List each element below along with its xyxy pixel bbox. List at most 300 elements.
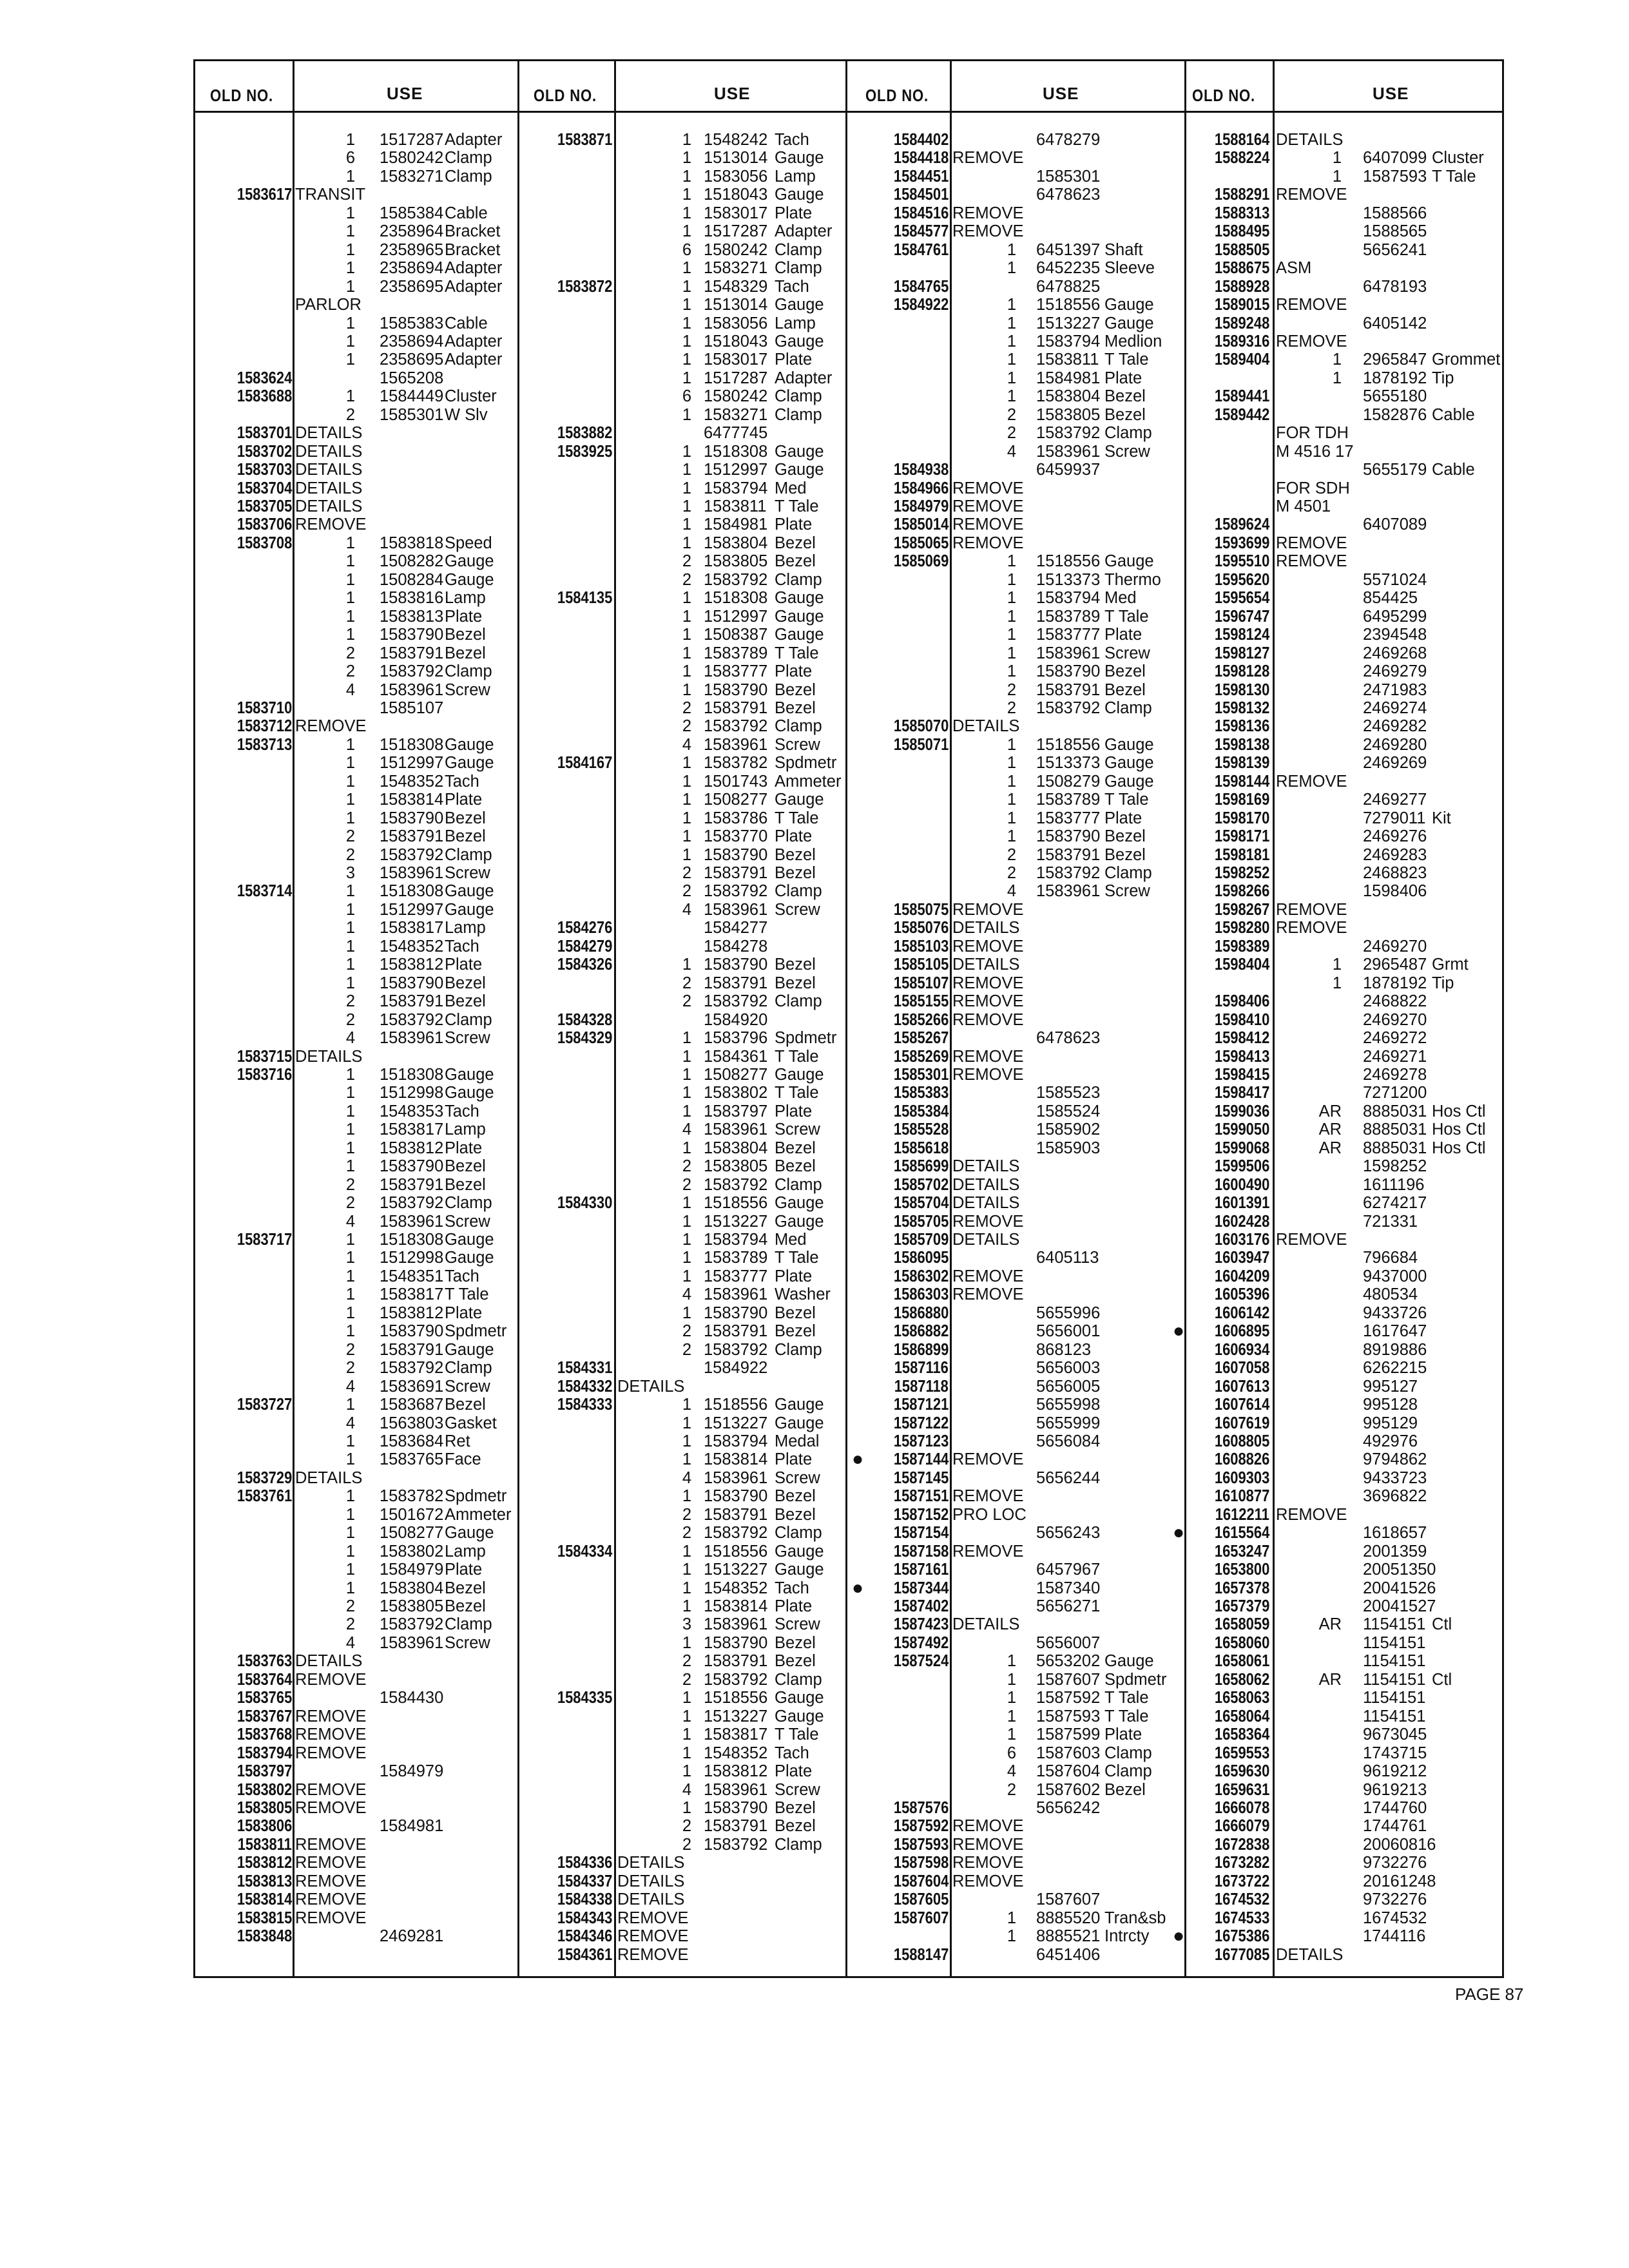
part-description: Gasket <box>445 1414 497 1432</box>
replacement-part-number: 1583790 <box>704 956 768 974</box>
old-part-number: 1588147 <box>893 1945 949 1964</box>
replacement-part-number: 6452235 <box>1036 259 1101 278</box>
old-part-number: 1583848 <box>236 1927 292 1946</box>
replacement-part-number: 1583796 <box>704 1029 768 1048</box>
replacement-part-number: 1583791 <box>704 1322 768 1341</box>
part-description: Bezel <box>445 992 486 1011</box>
replacement-part-number: 2469270 <box>1363 1010 1427 1029</box>
part-description: Screw <box>445 1029 490 1048</box>
part-description: Screw <box>1104 644 1150 662</box>
replacement-part-number: 1583691 <box>380 1377 444 1396</box>
replacement-part-number: 1583792 <box>704 1835 768 1854</box>
replacement-part-number: 20051350 <box>1363 1561 1436 1579</box>
replacement-part-number: 20041527 <box>1363 1597 1436 1615</box>
part-description: Screw <box>775 900 820 919</box>
part-description: Adapter <box>445 351 503 369</box>
replacement-part-number: 1512997 <box>380 900 444 919</box>
quantity: 1 <box>682 351 691 369</box>
old-part-number: 1583811 <box>237 1835 292 1854</box>
old-part-number: 1677085 <box>1214 1945 1269 1964</box>
quantity: 1 <box>682 1597 691 1615</box>
replacement-part-number: 1583792 <box>380 662 444 681</box>
quantity: 1 <box>345 974 355 992</box>
replacement-part-number: 854425 <box>1363 589 1418 608</box>
quantity: 2 <box>682 1175 691 1194</box>
replacement-part-number: 1583791 <box>380 1340 444 1359</box>
bullet-marker-icon: ● <box>1173 1925 1185 1947</box>
part-description: Gauge <box>445 1084 494 1102</box>
replacement-part-number: 1583961 <box>704 1120 768 1139</box>
quantity: 2 <box>682 992 691 1011</box>
replacement-part-number: 1583792 <box>704 1175 768 1194</box>
old-part-number: 1598410 <box>1214 1010 1269 1029</box>
quantity: 1 <box>1007 772 1016 791</box>
old-part-number: 1587592 <box>893 1817 949 1836</box>
part-description: Bezel <box>775 1817 816 1836</box>
part-description: T Tale <box>1104 1689 1149 1707</box>
replacement-part-number: 1518556 <box>1036 552 1101 571</box>
old-part-number: 1612211 <box>1215 1505 1269 1524</box>
part-description: Thermo <box>1104 570 1161 589</box>
old-part-number: 1583872 <box>557 277 612 296</box>
replacement-part-number: 1583817 <box>380 1120 444 1139</box>
quantity: 2 <box>682 1322 691 1341</box>
quantity: 1 <box>345 1561 355 1579</box>
part-description: Screw <box>775 1780 820 1799</box>
old-part-number: 1675386 <box>1214 1927 1269 1946</box>
replacement-part-number: 6262215 <box>1363 1359 1427 1378</box>
part-description: Gauge <box>1104 552 1154 571</box>
status-text: DETAILS <box>952 1615 1020 1634</box>
replacement-part-number: 1587607 <box>1036 1890 1101 1909</box>
status-text: DETAILS <box>952 956 1020 974</box>
old-part-number: 1598124 <box>1214 626 1269 644</box>
part-description: T Tale <box>1104 791 1149 809</box>
part-description: T Tale <box>775 644 819 662</box>
old-part-number: 1585269 <box>893 1047 949 1066</box>
replacement-part-number: 1583765 <box>380 1450 444 1469</box>
old-part-number: 1598267 <box>1214 900 1269 919</box>
quantity: 1 <box>345 204 355 222</box>
status-text: REMOVE <box>1276 1505 1347 1524</box>
replacement-part-number: 1584278 <box>704 937 768 956</box>
quantity: 2 <box>345 1010 355 1029</box>
old-part-number: 1598139 <box>1214 754 1269 773</box>
status-text: FOR TDH <box>1276 424 1349 443</box>
part-description: Lamp <box>445 1542 486 1561</box>
old-part-number: 1653247 <box>1214 1542 1269 1561</box>
replacement-part-number: 6407099 <box>1363 149 1427 168</box>
replacement-part-number: 1583777 <box>1036 809 1101 827</box>
quantity: 3 <box>682 1615 691 1634</box>
replacement-part-number: 6478623 <box>1036 1029 1101 1048</box>
part-description: Bezel <box>445 1579 486 1597</box>
replacement-part-number: 1587603 <box>1036 1744 1101 1762</box>
replacement-part-number: 8885031 <box>1363 1139 1427 1157</box>
old-part-number: 1587598 <box>893 1854 949 1872</box>
status-text: REMOVE <box>952 479 1024 497</box>
quantity: 1 <box>682 1414 691 1432</box>
replacement-part-number: 1583961 <box>380 1212 444 1231</box>
status-text: REMOVE <box>952 937 1024 956</box>
status-text: DETAILS <box>295 497 363 515</box>
status-text: REMOVE <box>1276 552 1347 571</box>
replacement-part-number: 1154151 <box>1363 1633 1426 1652</box>
replacement-part-number: 1584361 <box>704 1047 768 1066</box>
column-group-divider <box>1184 59 1186 1978</box>
quantity: 2 <box>1007 680 1016 699</box>
old-part-number: 1658060 <box>1214 1633 1269 1652</box>
replacement-part-number: 1517287 <box>704 369 768 387</box>
status-text: REMOVE <box>295 1872 367 1890</box>
replacement-part-number: 1583816 <box>380 589 444 608</box>
quantity: 1 <box>682 461 691 479</box>
quantity: 1 <box>682 405 691 424</box>
quantity: 1 <box>345 552 355 571</box>
replacement-part-number: 1508387 <box>704 626 768 644</box>
part-description: Shaft <box>1104 240 1143 259</box>
quantity: 1 <box>682 644 691 662</box>
replacement-part-number: 1512998 <box>380 1249 444 1267</box>
old-part-number: 1583882 <box>557 424 612 443</box>
status-text: DETAILS <box>952 1231 1020 1249</box>
old-part-number: 1584516 <box>893 204 949 222</box>
replacement-part-number: 1583790 <box>380 809 444 827</box>
quantity: 1 <box>682 497 691 515</box>
replacement-part-number: 1583804 <box>704 533 768 552</box>
part-description: Plate <box>1104 809 1142 827</box>
part-description: Cable <box>445 204 488 222</box>
replacement-part-number: 2469280 <box>1363 735 1427 754</box>
quantity: 1 <box>682 1450 691 1469</box>
old-part-number: 1585065 <box>893 533 949 552</box>
replacement-part-number: 1583792 <box>380 1010 444 1029</box>
status-text: REMOVE <box>1276 533 1347 552</box>
old-part-number: 1587154 <box>893 1524 949 1542</box>
replacement-part-number: 1585903 <box>1036 1139 1101 1157</box>
old-part-number: 1584765 <box>893 277 949 296</box>
old-part-number: 1583617 <box>236 186 292 204</box>
replacement-part-number: 1744116 <box>1363 1927 1426 1946</box>
old-part-number: 1585705 <box>893 1212 949 1231</box>
old-part-number: 1607058 <box>1214 1359 1269 1378</box>
replacement-part-number: 1583802 <box>704 1084 768 1102</box>
quantity: 1 <box>682 533 691 552</box>
quantity: 4 <box>345 1212 355 1231</box>
old-part-number: 1585267 <box>893 1029 949 1048</box>
quantity: 2 <box>1007 698 1016 717</box>
replacement-part-number: 1587593 <box>1363 167 1427 186</box>
quantity: 1 <box>682 626 691 644</box>
replacement-part-number: 1583961 <box>704 900 768 919</box>
replacement-part-number: 1583056 <box>704 167 768 186</box>
quantity: 1 <box>682 515 691 534</box>
old-part-number: 1584135 <box>557 589 612 608</box>
quantity: 1 <box>682 956 691 974</box>
replacement-part-number: 1508277 <box>704 1065 768 1084</box>
replacement-part-number: 1583804 <box>704 1139 768 1157</box>
part-description: Face <box>445 1450 481 1469</box>
part-description: Tach <box>445 1102 479 1120</box>
part-description: Ret <box>445 1432 470 1450</box>
replacement-part-number: 6407089 <box>1363 515 1427 534</box>
quantity: 1 <box>1332 351 1342 369</box>
replacement-part-number: 5655996 <box>1036 1303 1101 1322</box>
part-description: Plate <box>445 1139 483 1157</box>
old-part-number: 1607614 <box>1214 1396 1269 1414</box>
replacement-part-number: 1518556 <box>704 1689 768 1707</box>
status-text: REMOVE <box>952 1047 1024 1066</box>
quantity: 1 <box>682 1267 691 1285</box>
replacement-part-number: 2358695 <box>380 351 444 369</box>
part-description: Hos Ctl <box>1432 1102 1486 1120</box>
old-part-number: 1585618 <box>893 1139 949 1157</box>
replacement-part-number: 1598252 <box>1363 1157 1427 1176</box>
replacement-part-number: 1583792 <box>1036 424 1101 443</box>
bullet-marker-icon: ● <box>1173 1522 1185 1544</box>
old-part-number: 1583708 <box>236 533 292 552</box>
replacement-part-number: 868123 <box>1036 1340 1092 1359</box>
replacement-part-number: 796684 <box>1363 1249 1418 1267</box>
replacement-part-number: 1582876 <box>1363 405 1427 424</box>
old-part-number: 1583767 <box>236 1707 292 1725</box>
old-part-number: 1587605 <box>893 1890 949 1909</box>
part-description: Clamp <box>1104 1744 1152 1762</box>
old-part-number: 1674533 <box>1214 1908 1269 1927</box>
part-description: Gauge <box>775 1707 824 1725</box>
replacement-part-number: 1154151 <box>1363 1652 1426 1671</box>
quantity: 1 <box>1332 149 1342 168</box>
quantity: 4 <box>682 735 691 754</box>
part-description: Tach <box>775 1744 809 1762</box>
old-part-number: 1583768 <box>236 1725 292 1744</box>
quantity: 1 <box>345 1157 355 1176</box>
old-part-number: 1583729 <box>236 1468 292 1487</box>
status-text: REMOVE <box>952 1065 1024 1084</box>
replacement-part-number: 6451406 <box>1036 1945 1101 1964</box>
part-description: Gauge <box>775 1212 824 1231</box>
part-description: Plate <box>775 204 813 222</box>
old-part-number: 1598266 <box>1214 882 1269 901</box>
old-part-number: 1585699 <box>893 1157 949 1176</box>
old-part-number: 1584761 <box>893 240 949 259</box>
quantity: 1 <box>1007 1908 1016 1927</box>
replacement-part-number: 1518308 <box>380 1065 444 1084</box>
replacement-part-number: 5655998 <box>1036 1396 1101 1414</box>
old-part-number: 1598132 <box>1214 698 1269 717</box>
quantity: 6 <box>345 149 355 168</box>
old-part-number: 1598415 <box>1214 1065 1269 1084</box>
part-description: Gauge <box>445 735 494 754</box>
part-description: Bezel <box>775 1487 816 1506</box>
quantity: 1 <box>682 1432 691 1450</box>
quantity: 1 <box>345 919 355 937</box>
old-part-number: 1607619 <box>1214 1414 1269 1432</box>
quantity: 2 <box>1007 424 1016 443</box>
replacement-part-number: 5655179 <box>1363 461 1427 479</box>
old-part-number: 1674532 <box>1214 1890 1269 1909</box>
replacement-part-number: 1587340 <box>1036 1579 1101 1597</box>
quantity: 1 <box>682 607 691 626</box>
old-part-number: 1598412 <box>1214 1029 1269 1048</box>
replacement-part-number: 1548242 <box>704 131 768 149</box>
replacement-part-number: 1513227 <box>704 1707 768 1725</box>
replacement-part-number: 1548352 <box>380 937 444 956</box>
replacement-part-number: 995127 <box>1363 1377 1418 1396</box>
old-part-number: 1587151 <box>893 1487 949 1506</box>
replacement-part-number: 1583790 <box>704 1798 768 1817</box>
replacement-part-number: 2469283 <box>1363 845 1427 864</box>
old-part-number: 1584337 <box>557 1872 612 1890</box>
replacement-part-number: 1508277 <box>704 791 768 809</box>
part-description: Gauge <box>1104 754 1154 773</box>
replacement-part-number: 1583271 <box>704 405 768 424</box>
replacement-part-number: 1583792 <box>380 845 444 864</box>
quantity: 1 <box>1007 570 1016 589</box>
quantity: 4 <box>1007 1762 1016 1781</box>
replacement-part-number: 2468823 <box>1363 864 1427 882</box>
part-description: Plate <box>775 1450 813 1469</box>
quantity: 1 <box>682 791 691 809</box>
old-part-number: 1583624 <box>236 369 292 387</box>
replacement-part-number: 1587599 <box>1036 1725 1101 1744</box>
status-text: REMOVE <box>295 1725 367 1744</box>
part-description: Plate <box>445 607 483 626</box>
replacement-part-number: 1583792 <box>380 1615 444 1634</box>
bullet-marker-icon: ● <box>1173 1320 1185 1342</box>
status-text: DETAILS <box>295 1652 363 1671</box>
quantity: AR <box>1318 1102 1342 1120</box>
quantity: 1 <box>345 772 355 791</box>
part-description: Gauge <box>775 791 824 809</box>
part-description: Plate <box>1104 1725 1142 1744</box>
part-description: Clamp <box>1104 424 1152 443</box>
part-description: Ammeter <box>775 772 842 791</box>
replacement-part-number: 1584981 <box>1036 369 1101 387</box>
quantity: 1 <box>682 1798 691 1817</box>
part-description: Screw <box>445 680 490 699</box>
replacement-part-number: 1583789 <box>1036 607 1101 626</box>
quantity: 1 <box>345 1139 355 1157</box>
page-number: PAGE 87 <box>1455 1984 1524 2004</box>
status-text: REMOVE <box>295 1707 367 1725</box>
old-part-number: 1584329 <box>557 1029 612 1048</box>
old-part-number: 1587118 <box>894 1377 949 1396</box>
replacement-part-number: 1583777 <box>704 1267 768 1285</box>
part-description: Cluster <box>445 387 497 406</box>
replacement-part-number: 8885031 <box>1363 1120 1427 1139</box>
replacement-part-number: 1618657 <box>1363 1524 1427 1542</box>
replacement-part-number: 20041526 <box>1363 1579 1436 1597</box>
status-text: REMOVE <box>1276 296 1347 314</box>
quantity: 2 <box>682 1817 691 1836</box>
replacement-part-number: 1583790 <box>704 1303 768 1322</box>
quantity: 1 <box>682 772 691 791</box>
replacement-part-number: 6478623 <box>1036 186 1101 204</box>
replacement-part-number: 1518043 <box>704 186 768 204</box>
replacement-part-number: 2358694 <box>380 332 444 351</box>
part-description: T Tale <box>1432 167 1476 186</box>
quantity: 2 <box>682 552 691 571</box>
quantity: 1 <box>682 296 691 314</box>
quantity: 1 <box>345 1102 355 1120</box>
status-text: REMOVE <box>295 1890 367 1909</box>
status-text: REMOVE <box>1276 900 1347 919</box>
replacement-part-number: 1587604 <box>1036 1762 1101 1781</box>
old-part-number: 1659630 <box>1214 1762 1269 1781</box>
old-part-number: 1589442 <box>1214 405 1269 424</box>
replacement-part-number: 1583961 <box>704 1285 768 1304</box>
replacement-part-number: 1548352 <box>704 1744 768 1762</box>
old-part-number: 1598181 <box>1214 845 1269 864</box>
part-description: Ammeter <box>445 1505 512 1524</box>
old-part-number: 1588495 <box>1214 222 1269 241</box>
replacement-part-number: 1588566 <box>1363 204 1427 222</box>
quantity: 1 <box>682 1744 691 1762</box>
old-part-number: 1658064 <box>1214 1707 1269 1725</box>
status-text: DETAILS <box>952 919 1020 937</box>
old-part-number: 1584335 <box>557 1689 612 1707</box>
old-part-number: 1598169 <box>1214 791 1269 809</box>
replacement-part-number: 9433723 <box>1363 1468 1427 1487</box>
replacement-part-number: 2469272 <box>1363 1029 1427 1048</box>
old-part-number: 1598252 <box>1214 864 1269 882</box>
quantity: 1 <box>682 1139 691 1157</box>
part-description: T Tale <box>775 1047 819 1066</box>
part-description: Plate <box>775 662 813 681</box>
replacement-part-number: 1512997 <box>380 754 444 773</box>
part-description: Cluster <box>1432 149 1484 168</box>
old-part-number: 1584402 <box>893 131 949 149</box>
old-part-number: 1589624 <box>1214 515 1269 534</box>
quantity: 1 <box>345 1120 355 1139</box>
old-part-number: 1584336 <box>557 1854 612 1872</box>
old-part-number: 1587145 <box>893 1468 949 1487</box>
quantity: 1 <box>682 332 691 351</box>
status-text: REMOVE <box>952 1487 1024 1506</box>
replacement-part-number: 1583961 <box>380 680 444 699</box>
part-description: Screw <box>445 864 490 882</box>
part-description: Plate <box>445 956 483 974</box>
quantity: 1 <box>682 1212 691 1231</box>
old-part-number: 1606895 <box>1214 1322 1269 1341</box>
quantity: 1 <box>345 1285 355 1304</box>
old-part-number: 1584501 <box>893 186 949 204</box>
old-part-number: 1585709 <box>893 1231 949 1249</box>
quantity: 1 <box>345 735 355 754</box>
old-part-number: 1587344 <box>893 1579 949 1597</box>
old-part-number: 1583794 <box>236 1744 292 1762</box>
old-part-number: 1598127 <box>1214 644 1269 662</box>
part-description: Gauge <box>775 1065 824 1084</box>
quantity: AR <box>1318 1120 1342 1139</box>
old-part-number: 1588928 <box>1214 277 1269 296</box>
replacement-part-number: 9732276 <box>1363 1854 1427 1872</box>
old-part-number: 1583713 <box>236 735 292 754</box>
part-description: Lamp <box>775 167 816 186</box>
replacement-part-number: 995129 <box>1363 1414 1418 1432</box>
replacement-part-number: 2469270 <box>1363 937 1427 956</box>
part-description: Spdmetr <box>775 754 837 773</box>
header-use: USE <box>1373 84 1409 103</box>
old-part-number: 1584326 <box>557 956 612 974</box>
part-description: Adapter <box>445 277 503 296</box>
part-description: Screw <box>775 1615 820 1634</box>
part-description: Bezel <box>445 1597 486 1615</box>
replacement-part-number: 1743715 <box>1363 1744 1427 1762</box>
replacement-part-number: 1583789 <box>1036 791 1101 809</box>
status-text: REMOVE <box>952 222 1024 241</box>
